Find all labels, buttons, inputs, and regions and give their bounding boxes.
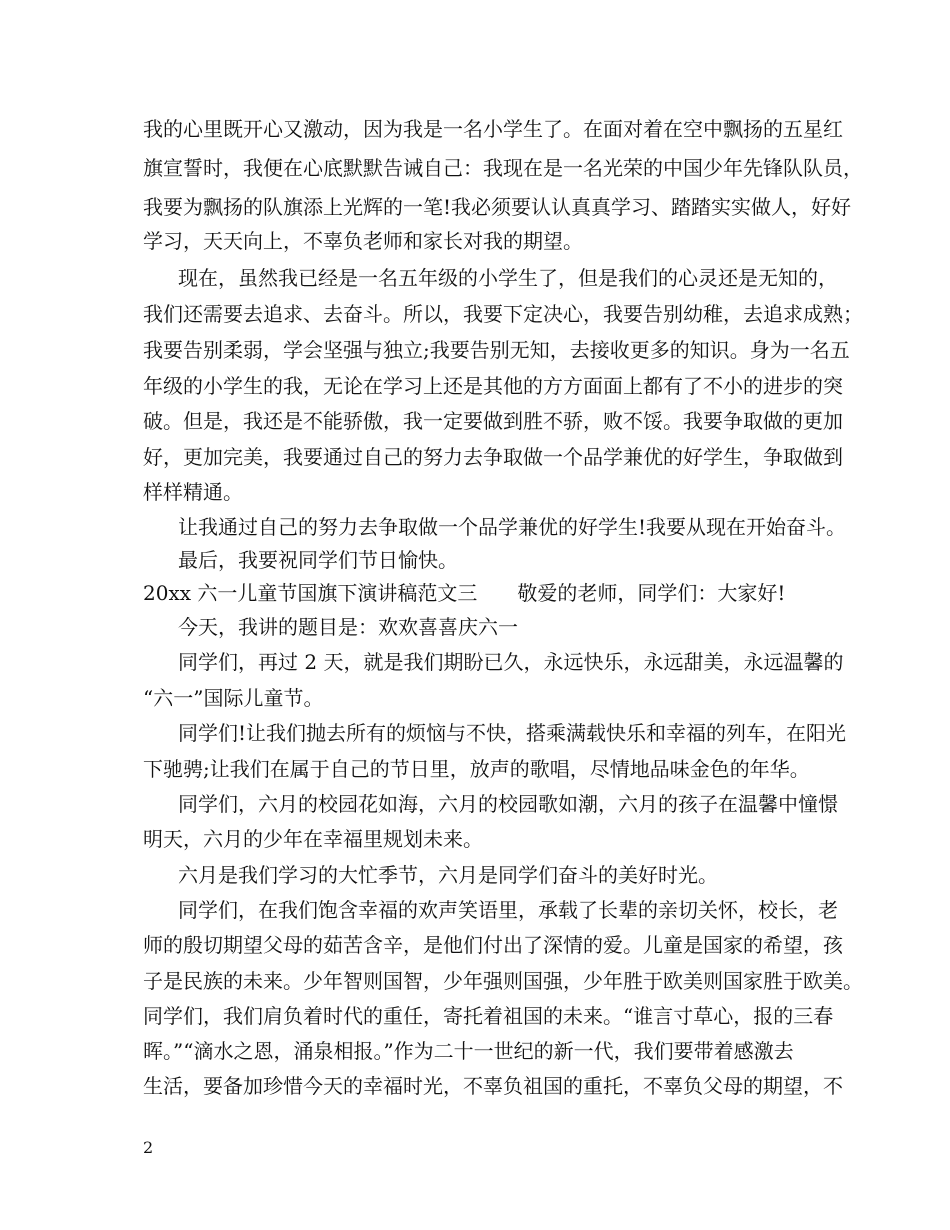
paragraph-start-line: 同学们，再过 2 天，就是我们期盼已久，永远快乐，永远甜美，永远温馨的: [178, 650, 844, 674]
paragraph-start-line: 六月是我们学习的大忙季节，六月是同学们奋斗的美好时光。: [178, 863, 718, 887]
paragraph-start-line: 最后，我要祝同学们节日愉快。: [178, 548, 458, 572]
text-line: 下驰骋;让我们在属于自己的节日里，放声的歌唱，尽情地品味金色的年华。: [143, 757, 810, 781]
text-line: 生活，要备加珍惜今天的幸福时光，不辜负祖国的重托，不辜负父母的期望，不: [143, 1074, 843, 1098]
text-line: 学习，天天向上，不辜负老师和家长对我的期望。: [143, 229, 583, 253]
paragraph-start-line: 同学们!让我们抛去所有的烦恼与不快，搭乘满载快乐和幸福的列车，在阳光: [178, 721, 847, 745]
paragraph-start-line: 同学们，在我们饱含幸福的欢声笑语里，承载了长辈的亲切关怀，校长，老: [178, 898, 838, 922]
text-line: 明天，六月的少年在幸福里规划未来。: [143, 827, 483, 851]
text-line: 样样精通。: [143, 480, 243, 504]
text-line: 好，更加完美，我要通过自己的努力去争取做一个品学兼优的好学生，争取做到: [143, 445, 843, 469]
text-line: 旗宣誓时，我便在心底默默告诫自己：我现在是一名光荣的中国少年先锋队队员，: [143, 156, 863, 180]
text-line: 我们还需要去追求、去奋斗。所以，我要下定决心，我要告别幼稚，去追求成熟；: [143, 302, 863, 326]
paragraph-start-line: 让我通过自己的努力去争取做一个品学兼优的好学生!我要从现在开始奋斗。: [178, 515, 847, 539]
text-line: 子是民族的未来。少年智则国智，少年强则国强，少年胜于欧美则国家胜于欧美。: [143, 969, 863, 993]
paragraph-start-line: 今天，我讲的题目是：欢欢喜喜庆六一: [178, 615, 518, 639]
text-line: 师的殷切期望父母的茹苦含辛，是他们付出了深情的爱。儿童是国家的希望，孩: [143, 933, 843, 957]
heading-line: 20xx 六一儿童节国旗下演讲稿范文三 敬爱的老师，同学们：大家好!: [143, 581, 786, 605]
text-line: 同学们，我们肩负着时代的重任，寄托着祖国的未来。“谁言寸草心，报的三春: [143, 1004, 834, 1028]
paragraph-start-line: 现在，虽然我已经是一名五年级的小学生了，但是我们的心灵还是无知的，: [178, 266, 838, 290]
text-line: “六一”国际儿童节。: [143, 686, 324, 710]
text-line: 晖。”“滴水之恩，涌泉相报。”作为二十一世纪的新一代，我们要带着感激去: [143, 1039, 794, 1063]
page-number: 2: [143, 1138, 154, 1157]
text-line: 年级的小学生的我，无论在学习上还是其他的方方面面上都有了不小的进步的突: [143, 374, 843, 398]
text-line: 破。但是，我还是不能骄傲，我一定要做到胜不骄，败不馁。我要争取做的更加: [143, 409, 843, 433]
text-line: 我要告别柔弱，学会坚强与独立;我要告别无知，去接收更多的知识。身为一名五: [143, 338, 850, 362]
text-line: 我的心里既开心又激动，因为我是一名小学生了。在面对着在空中飘扬的五星红: [143, 117, 843, 141]
text-line: 我要为飘扬的队旗添上光辉的一笔!我必须要认认真真学习、踏踏实实做人，好好: [143, 195, 852, 219]
paragraph-start-line: 同学们，六月的校园花如海，六月的校园歌如潮，六月的孩子在温馨中憧憬: [178, 792, 838, 816]
